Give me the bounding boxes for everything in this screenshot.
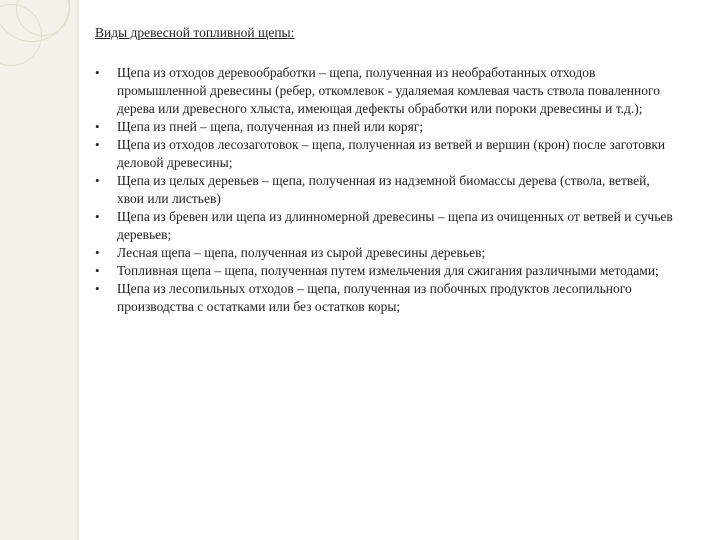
list-item [95, 280, 677, 316]
list-item-text: Щепа из пней – щепа, полученная из пней или коряг; [117, 119, 424, 134]
list-item [95, 136, 677, 172]
decorative-side-band [0, 0, 78, 540]
bullet-icon: • [95, 173, 100, 188]
list-item-text: Лесная щепа – щепа, полученная из сырой древесины деревьев; [117, 245, 486, 260]
list-item-text: Щепа из целых деревьев – щепа, полученная из надземной биомассы дерева (ствола, ветвей, хвои или листьев) [117, 173, 650, 206]
slide-content [95, 24, 695, 316]
list-item-text: Щепа из бревен или щепа из длинномерной древесины – щепа из очищенных от ветвей и сучьев деревьев; [117, 209, 673, 242]
bullet-icon: • [95, 209, 100, 224]
list-item [95, 64, 677, 118]
slide-heading: Виды древесной топливной щепы: [95, 25, 295, 40]
bullet-icon: • [95, 281, 100, 296]
bullet-icon: • [95, 245, 100, 260]
decorative-side-band-edge [76, 0, 79, 540]
bullet-icon: • [95, 119, 100, 134]
list-item [95, 262, 677, 280]
list-item [95, 172, 677, 208]
bullet-icon: • [95, 137, 100, 152]
list-item [95, 244, 677, 262]
list-item [95, 208, 677, 244]
list-item-text: Топливная щепа – щепа, полученная путем измельчения для сжигания различными методами; [117, 263, 659, 278]
list-item-text: Щепа из лесопильных отходов – щепа, полученная из побочных продуктов лесопильного производства с остатками или без остатков коры; [117, 281, 632, 314]
list-item-text: Щепа из отходов лесозаготовок – щепа, полученная из ветвей и вершин (крон) после заготовки деловой древесины; [117, 137, 666, 170]
list-item [95, 118, 677, 136]
bullet-list [95, 64, 695, 316]
bullet-icon: • [95, 65, 100, 80]
list-item-text: Щепа из отходов деревообработки – щепа, полученная из необработанных отходов промышленной древесины (ребер, откомлевок - удаляемая комлевая часть ствола поваленного дерева или древесного хлыста, имеющая дефекты обработки или пороки древесины и т.д.); [117, 65, 660, 116]
bullet-icon: • [95, 263, 100, 278]
